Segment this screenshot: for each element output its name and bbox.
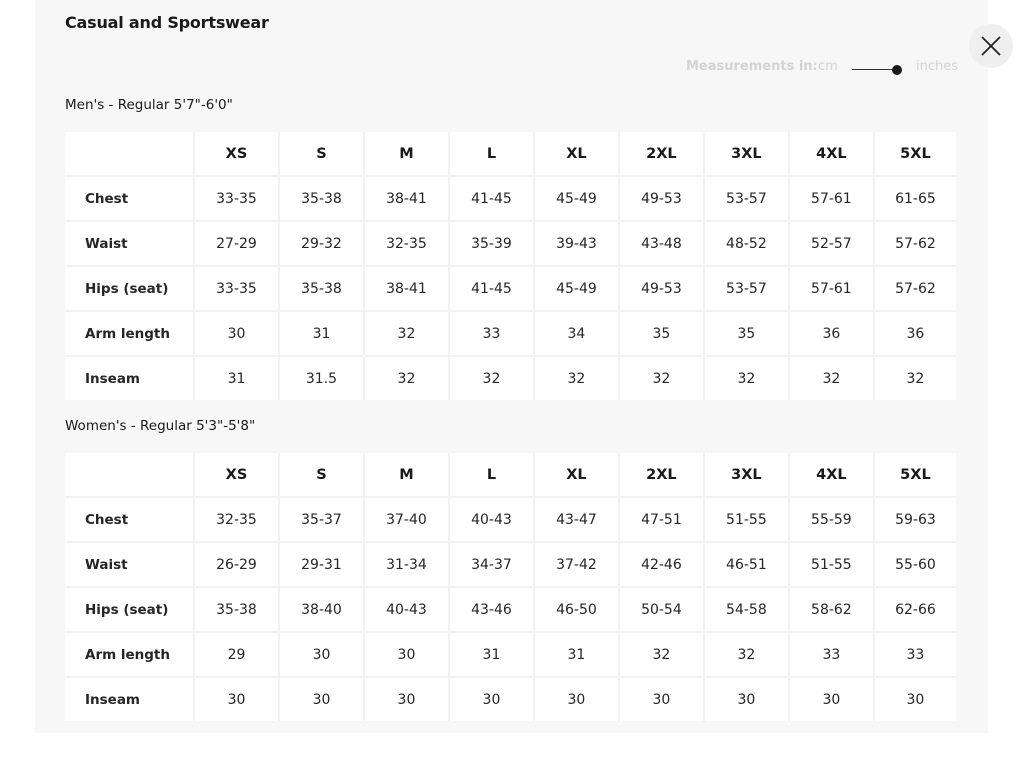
table-cell: 43-47	[535, 498, 620, 543]
table-cell: 29	[195, 633, 280, 678]
table-cell: 32	[365, 312, 450, 357]
unit-inches-label[interactable]: inches	[916, 59, 959, 74]
table-cell: 36	[875, 312, 956, 357]
table-cell: 30	[195, 312, 280, 357]
row-label: Inseam	[65, 357, 195, 400]
table-header-row	[65, 453, 956, 498]
page-title: Casual and Sportswear	[65, 13, 269, 32]
table-row	[65, 543, 956, 588]
table-cell: 36	[790, 312, 875, 357]
toggle-knob	[892, 65, 902, 75]
table-cell: 35-38	[195, 588, 280, 633]
size-header-3xl: 3XL	[705, 132, 790, 177]
size-header-m: M	[365, 453, 450, 498]
table-cell: 41-45	[450, 177, 535, 222]
table-cell: 38-41	[365, 267, 450, 312]
table-cell: 49-53	[620, 177, 705, 222]
table-cell: 50-54	[620, 588, 705, 633]
table-cell: 34	[535, 312, 620, 357]
table-cell: 34-37	[450, 543, 535, 588]
table-cell: 38-41	[365, 177, 450, 222]
table-cell: 31.5	[280, 357, 365, 400]
table-cell: 32-35	[365, 222, 450, 267]
table-cell: 37-40	[365, 498, 450, 543]
table-cell: 30	[195, 678, 280, 721]
table-cell: 32	[790, 357, 875, 400]
table-cell: 59-63	[875, 498, 956, 543]
row-label: Chest	[65, 498, 195, 543]
table-cell: 33	[875, 633, 956, 678]
table-cell: 30	[280, 678, 365, 721]
header-corner-cell	[65, 453, 195, 498]
size-header-2xl: 2XL	[620, 132, 705, 177]
size-header-4xl: 4XL	[790, 132, 875, 177]
table-cell: 35-38	[280, 267, 365, 312]
table-cell: 54-58	[705, 588, 790, 633]
table-cell: 35-37	[280, 498, 365, 543]
table-cell: 30	[365, 633, 450, 678]
table-cell: 57-61	[790, 177, 875, 222]
table-cell: 31	[280, 312, 365, 357]
table-cell: 32	[620, 357, 705, 400]
table-cell: 30	[280, 633, 365, 678]
table-cell: 30	[790, 678, 875, 721]
mens-size-table	[65, 132, 956, 400]
table-cell: 52-57	[790, 222, 875, 267]
size-header-l: L	[450, 453, 535, 498]
table-cell: 57-62	[875, 222, 956, 267]
table-cell: 30	[620, 678, 705, 721]
table-cell: 33-35	[195, 267, 280, 312]
row-label: Hips (seat)	[65, 267, 195, 312]
table-cell: 30	[906, 691, 925, 708]
close-icon	[980, 35, 1002, 57]
table-cell: 41-45	[450, 267, 535, 312]
size-header-3xl: 3XL	[705, 453, 790, 498]
table-cell: 57-62	[875, 267, 956, 312]
table-cell: 26-29	[195, 543, 280, 588]
table-cell: 33-35	[195, 177, 280, 222]
table-row	[65, 588, 956, 633]
table-cell: 49-53	[620, 267, 705, 312]
table-cell: 40-43	[450, 498, 535, 543]
table-cell: 32-35	[195, 498, 280, 543]
row-label: Waist	[65, 543, 195, 588]
table-cell: 40-43	[365, 588, 450, 633]
table-cell: 37-42	[535, 543, 620, 588]
table-cell: 53-57	[705, 177, 790, 222]
size-header-m: M	[365, 132, 450, 177]
size-header-s: S	[280, 453, 365, 498]
table-cell: 35	[705, 312, 790, 357]
table-cell: 43-46	[450, 588, 535, 633]
row-label: Inseam	[65, 678, 195, 721]
table-cell: 55-59	[790, 498, 875, 543]
mens-section-title: Men's - Regular 5'7"-6'0"	[65, 97, 233, 113]
table-cell: 32	[365, 357, 450, 400]
table-cell: 31	[195, 357, 280, 400]
size-header-s: S	[280, 132, 365, 177]
table-header-row	[65, 132, 956, 177]
row-label: Hips (seat)	[65, 588, 195, 633]
table-cell: 35	[620, 312, 705, 357]
table-cell: 55-60	[875, 543, 956, 588]
table-cell: 27-29	[195, 222, 280, 267]
close-button[interactable]	[969, 24, 1013, 68]
table-row	[65, 498, 956, 543]
table-cell: 39-43	[535, 222, 620, 267]
table-cell: 48-52	[705, 222, 790, 267]
table-cell: 45-49	[535, 177, 620, 222]
size-header-xs: XS	[195, 453, 280, 498]
table-cell: 58-62	[790, 588, 875, 633]
size-header-5xl: 5XL	[875, 132, 956, 177]
table-cell: 61-65	[875, 177, 956, 222]
table-cell: 47-51	[620, 498, 705, 543]
table-cell: 31-34	[365, 543, 450, 588]
table-cell: 57-61	[790, 267, 875, 312]
row-label: Arm length	[65, 312, 195, 357]
table-cell: 32	[906, 370, 925, 387]
table-row	[65, 177, 956, 222]
header-corner-cell	[65, 132, 195, 177]
table-cell: 38-40	[280, 588, 365, 633]
unit-cm-label[interactable]: cm	[818, 59, 838, 74]
table-cell: 30	[365, 678, 450, 721]
table-cell: 42-46	[620, 543, 705, 588]
table-cell: 30	[535, 678, 620, 721]
table-cell: 45-49	[535, 267, 620, 312]
row-label: Arm length	[65, 633, 195, 678]
table-cell: 29-32	[280, 222, 365, 267]
unit-toggle[interactable]	[852, 64, 904, 76]
table-cell: 32	[535, 357, 620, 400]
table-cell: 32	[705, 357, 790, 400]
table-cell: 32	[620, 633, 705, 678]
table-row	[65, 633, 956, 678]
size-header-5xl: 5XL	[875, 453, 956, 498]
row-label: Chest	[65, 177, 195, 222]
table-row	[65, 678, 956, 721]
table-cell: 32	[450, 357, 535, 400]
table-cell: 46-50	[535, 588, 620, 633]
table-cell: 33	[790, 633, 875, 678]
table-cell: 43-48	[620, 222, 705, 267]
table-cell: 30	[705, 678, 790, 721]
womens-section-title: Women's - Regular 5'3"-5'8"	[65, 418, 256, 434]
measurement-label: Measurements in:	[686, 59, 818, 74]
womens-size-table	[65, 453, 956, 721]
table-cell: 51-55	[705, 498, 790, 543]
table-cell: 31	[450, 633, 535, 678]
size-header-l: L	[450, 132, 535, 177]
row-label: Waist	[65, 222, 195, 267]
size-header-2xl: 2XL	[620, 453, 705, 498]
table-row	[65, 312, 956, 357]
size-header-xs: XS	[195, 132, 280, 177]
table-cell: 31	[535, 633, 620, 678]
table-cell: 29-31	[280, 543, 365, 588]
table-row	[65, 357, 956, 400]
table-row	[65, 267, 956, 312]
table-cell: 51-55	[790, 543, 875, 588]
table-cell: 62-66	[875, 588, 956, 633]
table-row	[65, 222, 956, 267]
table-cell: 30	[450, 678, 535, 721]
size-header-xl: XL	[535, 132, 620, 177]
size-header-xl: XL	[535, 453, 620, 498]
table-cell: 35-39	[450, 222, 535, 267]
table-cell: 33	[450, 312, 535, 357]
table-cell: 46-51	[705, 543, 790, 588]
size-header-4xl: 4XL	[790, 453, 875, 498]
table-cell: 32	[705, 633, 790, 678]
table-cell: 53-57	[705, 267, 790, 312]
measurement-unit-switch	[686, 59, 958, 79]
table-cell: 35-38	[280, 177, 365, 222]
